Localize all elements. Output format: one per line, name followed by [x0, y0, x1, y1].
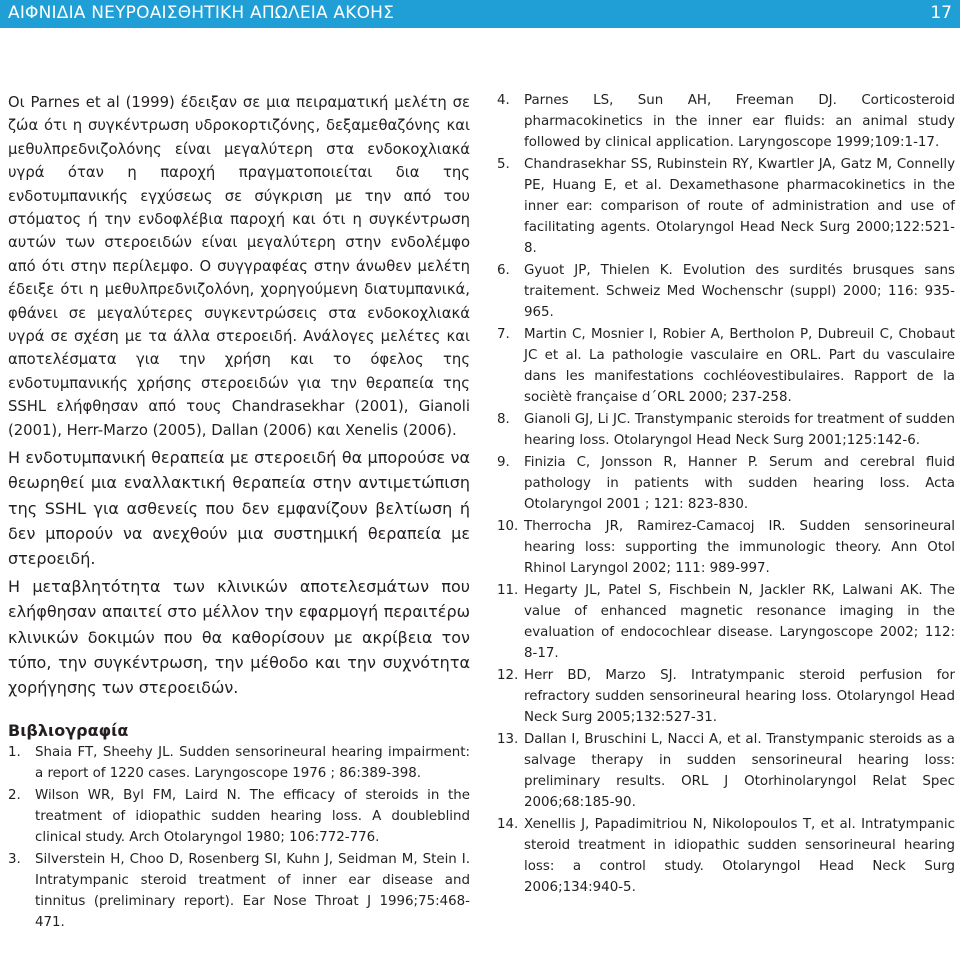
reference-text: Martin C, Mosnier I, Robier A, Bertholon P, Dubreuil C, Chobaut JC et al. La pathologie vasculaire en ORL. Part du vasculaire dans les manifestations cochléovestibulaires. Rapport de la sociètè française d΄ORL 2000; 237-258. [524, 327, 955, 405]
reference-item [497, 154, 955, 259]
reference-text: Silverstein H, Choo D, Rosenberg SI, Kuhn J, Seidman M, Stein I. Intratympanic steroid treatment of inner ear disease and tinnitus (preliminary report). Ear Nose Throat J 1996;75:468-471. [35, 852, 470, 931]
reference-number: 2. [8, 788, 21, 804]
left-column [8, 91, 470, 934]
reference-item [8, 849, 470, 933]
reference-number: 11. [497, 583, 519, 598]
reference-number: 4. [497, 93, 510, 108]
reference-item [497, 665, 955, 728]
reference-item [497, 260, 955, 323]
reference-text: Hegarty JL, Patel S, Fischbein N, Jackler RK, Lalwani AK. The value of enhanced magnetic resonance imaging in the evaluation of endocochlear disease. Laryngoscope 2002; 112: 8-17. [524, 583, 955, 661]
reference-item [497, 409, 955, 451]
reference-number: 10. [497, 519, 519, 534]
reference-text: Chandrasekhar SS, Rubinstein RY, Kwartler JA, Gatz M, Connelly PE, Huang E, et al. Dexamethasone pharmacokinetics in the inner ear: comparison of route of administration and use of facilitating agents. Otolaryngol Head Neck Surg 2000;122:521-8. [524, 157, 955, 256]
reference-item [497, 90, 955, 153]
reference-number: 7. [497, 327, 510, 342]
reference-text: Herr BD, Marzo SJ. Intratympanic steroid perfusion for refractory sudden sensorineural hearing loss. Otolaryngol Head Neck Surg 2005;132:527-31. [524, 668, 955, 725]
reference-number: 12. [497, 668, 519, 683]
reference-number: 13. [497, 732, 519, 747]
reference-item [497, 729, 955, 813]
reference-text: Xenellis J, Papadimitriou N, Nikolopoulos T, et al. Intratympanic steroid treatment in idiopathic sudden sensorineural hearing loss: a control study. Otolaryngol Head Neck Surg 2006;134:940-5. [524, 817, 955, 895]
reference-text: Gianoli GJ, Li JC. Transtympanic steroids for treatment of sudden hearing loss. Otolaryngol Head Neck Surg 2001;125:142-6. [524, 412, 955, 448]
body-paragraph-1: Οι Parnes et al (1999) έδειξαν σε μια πειραματική μελέτη σε ζώα ότι η συγκέντρωση υδροκορτιζόνης, δεξαμεθαζόνης και μεθυλπρεδνιζολόνης είναι μεγαλύτερη στα ενδοκοχλιακά υγρά όταν η παροχή πραγματοποιείται δια της ενδοτυμπανικής εγχύσεως σε σύγκριση με την από του στόματος ή την ενδοφλέβια παροχή και ότι η συγκέντρωση αυτών των στεροειδών είναι μεγαλύτερη στην ενδολέμφο από ότι στην περίλεμφο. Ο συγγραφέας στην άνωθεν μελέτη έδειξε ότι η μεθυλπρεδνιζολόνη, χορηγούμενη διατυμπανικά, φθάνει σε μεγαλύτερες συγκεντρώσεις στα ενδοκοχλιακά υγρά σε σχέση με τα άλλα στεροειδή. Ανάλογες μελέτες και αποτελέσματα για την χρήση και το όφελος της ενδοτυμπανικής χρήσης στεροειδών για την θεραπεία της SSHL ελήφθησαν από τους Chandrasekhar (2001), Gianoli (2001), Herr-Marzo (2005), Dallan (2006) και Xenelis (2006). [8, 94, 470, 439]
reference-number: 9. [497, 455, 510, 470]
reference-item [8, 742, 470, 784]
reference-number: 5. [497, 157, 510, 172]
reference-list-right [497, 90, 955, 898]
reference-item [497, 452, 955, 515]
reference-number: 8. [497, 412, 510, 427]
reference-text: Parnes LS, Sun AH, Freeman DJ. Corticosteroid pharmacokinetics in the inner ear fluids: an animal study followed by clinical application. Laryngoscope 1999;109:1-17. [524, 93, 955, 150]
reference-item [497, 516, 955, 579]
reference-item [497, 580, 955, 664]
bibliography-heading: Βιβλιογραφία [8, 721, 129, 741]
reference-item [497, 814, 955, 898]
reference-text: Gyuot JP, Thielen K. Evolution des surdités brusques sans traitement. Schweiz Med Wochenschr (suppl) 2000; 116: 935-965. [524, 263, 955, 320]
reference-number: 1. [8, 745, 21, 761]
running-title: ΑΙΦΝΙΔΙΑ ΝΕΥΡΟΑΙΣΘΗΤΙΚΗ ΑΠΩΛΕΙΑ ΑΚΟΗΣ [8, 3, 395, 23]
reference-text: Finizia C, Jonsson R, Hanner P. Serum and cerebral fluid pathology in patients with sudden hearing loss. Acta Otolaryngol 2001 ; 121: 823-830. [524, 455, 955, 512]
reference-text: Dallan I, Bruschini L, Nacci A, et al. Transtympanic steroids as a salvage therapy in sudden sensorineural hearing loss: preliminary results. ORL J Otorhinolaryngol Relat Spec 2006;68:185-90. [524, 732, 955, 810]
reference-list-left [8, 742, 470, 933]
right-column [497, 90, 955, 899]
reference-text: Wilson WR, Byl FM, Laird N. The efficacy of steroids in the treatment of idiopathic sudden hearing loss. A doubleblind clinical study. Arch Otolaryngol 1980; 106:772-776. [35, 788, 470, 846]
reference-text: Shaia FT, Sheehy JL. Sudden sensorineural hearing impairment: a report of 1220 cases. Laryngoscope 1976 ; 86:389-398. [35, 745, 470, 782]
running-header [0, 0, 960, 28]
reference-text: Therrocha JR, Ramirez-Camacoj IR. Sudden sensorineural hearing loss: supporting the immunologic theory. Ann Otol Rhinol Laryngol 2002; 111: 989-997. [524, 519, 955, 576]
body-paragraph-3: Η μεταβλητότητα των κλινικών αποτελεσμάτων που ελήφθησαν απαιτεί στο μέλλον την εφαρμογή περαιτέρω κλινικών δοκιμών που θα καθορίσουν με ακρίβεια τον τύπο, την συγκέντρωση, την μέθοδο και την συχνότητα χορήγησης των στεροειδών. [8, 577, 470, 697]
page-number: 17 [930, 3, 952, 23]
reference-number: 3. [8, 852, 21, 868]
reference-item [497, 324, 955, 408]
body-paragraph-2: Η ενδοτυμπανική θεραπεία με στεροειδή θα μπορούσε να θεωρηθεί μια εναλλακτική θεραπεία στην αντιμετώπιση της SSHL για ασθενείς που δεν εμφανίζουν βελτίωση ή δεν μπορούν να ανεχθούν μια συστημική θεραπεία με στεροειδή. [8, 448, 470, 568]
reference-number: 6. [497, 263, 510, 278]
reference-item [8, 785, 470, 848]
reference-number: 14. [497, 817, 519, 832]
